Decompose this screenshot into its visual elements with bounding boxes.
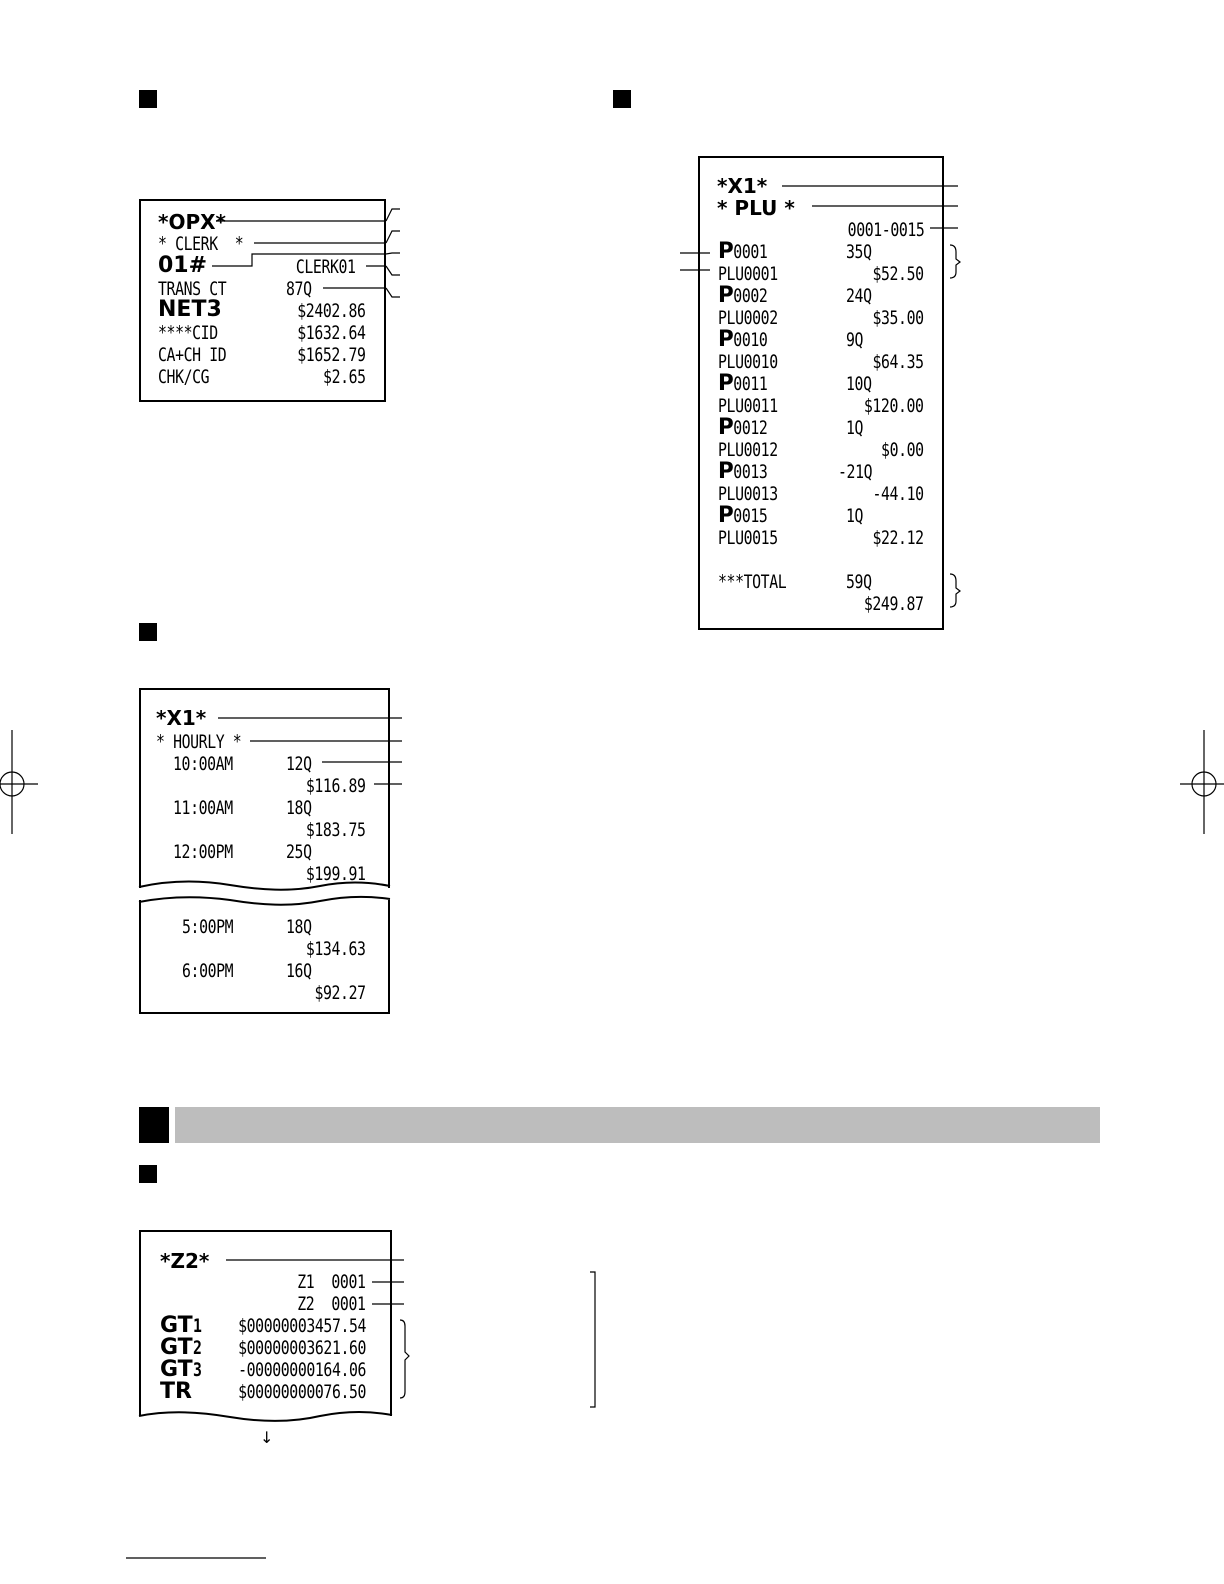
plu-title: *X1*	[717, 174, 768, 198]
plu-name: PLU0012	[718, 439, 778, 461]
opx-row-label: ****CID	[158, 322, 218, 344]
plu-amount: $22.12	[872, 527, 924, 549]
hourly-time: 10:00AM	[173, 753, 233, 775]
plu-total-label: ***TOTAL	[718, 571, 787, 593]
hourly-count: 25Q	[286, 841, 312, 863]
z2-gt-value: -00000000164.06	[238, 1359, 366, 1381]
plu-prefix: P	[718, 283, 734, 308]
plu-prefix: P	[718, 415, 734, 440]
plu-qty: 1Q	[846, 505, 864, 527]
z2-gt-num: 1	[192, 1315, 202, 1337]
plu-amount: $52.50	[872, 263, 924, 285]
z2-gt-prefix-text: GT	[160, 1335, 193, 1360]
opx-clerk-name: CLERK01	[296, 256, 356, 278]
hourly-amount: $116.89	[306, 775, 366, 797]
plu-name: PLU0001	[718, 263, 778, 285]
z2-gt-value: $00000003621.60	[238, 1337, 366, 1359]
plu-header: * PLU *	[717, 196, 795, 220]
hourly-amount: $183.75	[306, 819, 366, 841]
hourly-header: * HOURLY *	[156, 731, 242, 753]
opx-title: *OPX*	[158, 210, 226, 234]
plu-code: 0011	[733, 373, 768, 395]
hourly-time: 5:00PM	[182, 916, 234, 938]
plu-amount: $64.35	[872, 351, 924, 373]
z2-z1-counter: Z1 0001	[297, 1271, 366, 1293]
plu-name: PLU0015	[718, 527, 778, 549]
hourly-time: 6:00PM	[182, 960, 234, 982]
plu-code: 0015	[733, 505, 768, 527]
z2-z2-counter: Z2 0001	[297, 1293, 366, 1315]
z2-tr-value: $00000000076.50	[238, 1381, 366, 1403]
plu-prefix: P	[718, 239, 734, 264]
plu-prefix: P	[718, 503, 734, 528]
opx-row-label: CA+CH ID	[158, 344, 227, 366]
opx-row-label: CHK/CG	[158, 366, 210, 388]
z2-tr-prefix-text: TR	[160, 1379, 192, 1404]
hourly-title: *X1*	[156, 706, 207, 730]
plu-total-qty: 59Q	[846, 571, 872, 593]
plu-code: 0002	[733, 285, 768, 307]
plu-name: PLU0013	[718, 483, 778, 505]
plu-code: 0010	[733, 329, 768, 351]
plu-amount: $120.00	[864, 395, 924, 417]
plu-amount: -44.10	[872, 483, 924, 505]
plu-prefix: P	[718, 459, 734, 484]
opx-clerk-number: 01#	[158, 253, 208, 278]
plu-qty: 10Q	[846, 373, 872, 395]
plu-qty: 35Q	[846, 241, 872, 263]
plu-qty: 1Q	[846, 417, 864, 439]
hourly-count: 18Q	[286, 916, 312, 938]
plu-amount: $35.00	[872, 307, 924, 329]
continue-arrow: ↓	[260, 1428, 274, 1447]
plu-name: PLU0011	[718, 395, 778, 417]
plu-code: 0012	[733, 417, 768, 439]
plu-code: 0013	[733, 461, 768, 483]
plu-range: 0001-0015	[847, 219, 924, 241]
plu-prefix: P	[718, 371, 734, 396]
opx-row-value: $2402.86	[297, 300, 366, 322]
hourly-time: 12:00PM	[173, 841, 233, 863]
hourly-time: 11:00AM	[173, 797, 233, 819]
hourly-count: 16Q	[286, 960, 312, 982]
plu-qty: -21Q	[838, 461, 873, 483]
opx-row-value: 87Q	[286, 278, 312, 300]
hourly-amount: $92.27	[314, 982, 366, 1004]
plu-name: PLU0010	[718, 351, 778, 373]
z2-title: *Z2*	[160, 1249, 210, 1273]
opx-row-value: $1652.79	[297, 344, 366, 366]
plu-amount: $0.00	[881, 439, 924, 461]
hourly-amount: $134.63	[306, 938, 366, 960]
z2-gt-value: $00000003457.54	[238, 1315, 366, 1337]
z2-gt-prefix-text: GT	[160, 1357, 193, 1382]
z2-gt-num: 2	[192, 1337, 202, 1359]
opx-row-label: TRANS CT	[158, 278, 227, 300]
plu-prefix: P	[718, 327, 734, 352]
hourly-count: 18Q	[286, 797, 312, 819]
opx-row-value: $2.65	[323, 366, 366, 388]
plu-code: 0001	[733, 241, 768, 263]
plu-qty: 24Q	[846, 285, 872, 307]
opx-clerk-header: * CLERK *	[158, 233, 244, 255]
plu-name: PLU0002	[718, 307, 778, 329]
opx-row-value: $1632.64	[297, 322, 366, 344]
z2-gt-prefix-text: GT	[160, 1313, 193, 1338]
z2-gt-num: 3	[192, 1359, 202, 1381]
plu-total-amount: $249.87	[864, 593, 924, 615]
opx-row-label: NET3	[158, 297, 222, 322]
plu-qty: 9Q	[846, 329, 864, 351]
hourly-amount: $199.91	[306, 863, 366, 885]
hourly-count: 12Q	[286, 753, 312, 775]
